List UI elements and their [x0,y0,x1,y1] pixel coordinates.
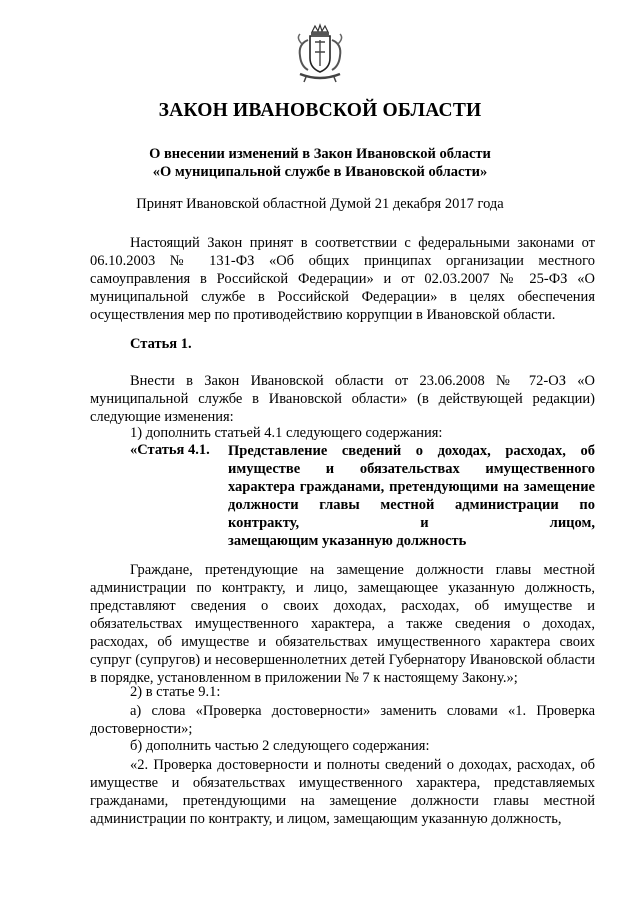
coat-of-arms-emblem [288,22,352,86]
article41-heading-text: Представление сведений о доходах, расходах, об имуществе и обязательствах имущественного характера гражданами, претендующими на замещение должности главы местной администрации по контракту, и лицом, [228,443,595,531]
adoption-date: Принят Ивановской областной Думой 21 декабря 2017 года [136,196,504,212]
item-2: 2) в статье 9.1: [130,684,221,700]
article41-label: «Статья 4.1. [130,442,210,458]
article1-intro: Внести в Закон Ивановской области от 23.06.2008 № 72-ОЗ «О муниципальной службе в Ивановской области» (в действующей редакции) следующие изменения: [90,373,595,425]
law-subtitle-line2: «О муниципальной службе в Ивановской области» [152,164,488,180]
article41-heading [228,442,595,550]
law-title: ЗАКОН ИВАНОВСКОЙ ОБЛАСТИ [158,100,482,121]
item-2a: а) слова «Проверка достоверности» заменить словами «1. Проверка достоверности»; [90,703,595,737]
item-1: 1) дополнить статьей 4.1 следующего содержания: [130,425,443,441]
law-subtitle-line1: О внесении изменений в Закон Ивановской области [149,146,491,162]
article41-paragraph: Граждане, претендующие на замещение должности главы местной администрации по контракту, и лицо, замещающее указанную должность, представляют сведения о своих доходах, расходах, об имуществе и обязательствах имущественного характера, а также сведения о доходах, расходах, об имуществе и обязательствах имущественного характера своих супруг (супругов) и несовершеннолетних детей Губернатору Ивановской области в порядке, установленном в приложении № 7 к настоящему Закону.»; [90,562,595,686]
article41-heading-last: замещающим указанную должность [228,533,467,549]
item-2b-paragraph: «2. Проверка достоверности и полноты сведений о доходах, расходах, об имуществе и обязательствах имущественного характера, представляемых гражданами, претендующими на замещение должности главы местной администрации по контракту, и лицом, замещающим указанную должность, [90,757,595,827]
article1-heading: Статья 1. [130,336,192,352]
item-2b: б) дополнить частью 2 следующего содержания: [130,738,430,754]
preamble-paragraph: Настоящий Закон принят в соответствии с федеральными законами от 06.10.2003 № 131-ФЗ «Об общих принципах организации местного самоуправления в Российской Федерации» и от 02.03.2007 № 25-ФЗ «О муниципальной службе в Российской Федерации» в целях обеспечения осуществления мер по противодействию коррупции в Ивановской области. [90,235,595,323]
